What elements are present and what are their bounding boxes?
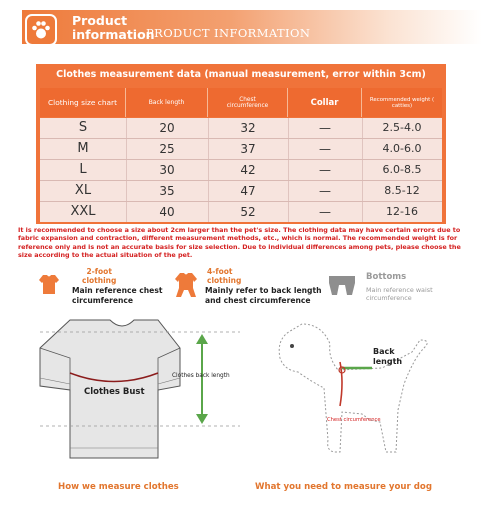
two-foot-shirt-icon [38, 273, 60, 295]
size-cell: S [78, 120, 88, 135]
four-foot-description [205, 286, 322, 306]
title-line-1: Product [72, 13, 128, 28]
four-foot-suit-icon [172, 270, 200, 298]
size-cell: XL [74, 183, 92, 198]
caption-measure-dog: What you need to measure your dog [255, 482, 432, 492]
table-row [40, 118, 442, 139]
weight-cell: 2.5-4.0 [382, 121, 422, 134]
weight-cell: 6.0-8.5 [382, 163, 422, 176]
two-foot-desc-b: circumference [72, 296, 134, 305]
dog-back-length-label [373, 347, 402, 366]
size-cell: L [79, 162, 87, 177]
table-row [40, 139, 442, 160]
table-row [40, 202, 442, 222]
back-cell: 20 [159, 121, 175, 135]
back-cell: 40 [159, 205, 175, 219]
bottoms-description [366, 286, 433, 302]
collar-cell: — [319, 205, 331, 219]
collar-cell: — [319, 184, 331, 198]
two-foot-label-b: clothing [82, 275, 117, 285]
chest-cell: 52 [240, 205, 256, 219]
bottoms-label: Bottoms [366, 272, 407, 282]
table-header-row [40, 88, 442, 117]
weight-cell: 4.0-6.0 [382, 142, 422, 155]
paw-icon [25, 14, 57, 46]
dog-back-label-b: length [373, 356, 403, 366]
weight-cell: 12-16 [386, 205, 418, 218]
clothes-back-length-label: Clothes back length [172, 373, 230, 379]
collar-cell: — [319, 142, 331, 156]
chest-cell: 47 [240, 184, 256, 198]
back-cell: 35 [159, 184, 175, 198]
back-cell: 30 [159, 163, 175, 177]
four-foot-desc-a: Mainly refer to back length [205, 286, 322, 295]
four-foot-label-a: 4-foot [207, 267, 233, 276]
two-foot-description [72, 286, 163, 306]
two-foot-label [82, 268, 116, 285]
four-foot-label-b: clothing [207, 275, 242, 285]
clothes-bust-label: Clothes Bust [84, 387, 145, 397]
dog-back-label-a: Back [373, 347, 395, 356]
title-line-2: information [72, 27, 155, 42]
four-foot-desc-b: and chest circumference [205, 296, 311, 305]
page-subtitle: PRODUCT INFORMATION [146, 26, 311, 40]
table-title: Clothes measurement data (manual measurement, error within 3cm) [56, 69, 426, 80]
column-header-back: Back length [126, 88, 208, 117]
bottoms-desc-a: Main reference waist [366, 286, 433, 294]
table-row [40, 181, 442, 202]
collar-cell: — [319, 121, 331, 135]
chest-cell: 37 [240, 142, 256, 156]
back-cell: 25 [159, 142, 175, 156]
dog-measure-illustration [262, 310, 462, 468]
chest-cell: 42 [240, 163, 256, 177]
two-foot-desc-a: Main reference chest [72, 286, 163, 295]
column-header-weight: Recommended weight ( catties) [369, 96, 435, 109]
bottoms-icon [326, 273, 358, 297]
page-title [72, 14, 155, 42]
size-cell: XXL [70, 204, 96, 219]
collar-cell: — [319, 163, 331, 177]
column-header-collar: Collar [288, 88, 362, 117]
two-foot-label-a: 2-foot [86, 267, 112, 276]
column-header-chest: Chest circumference [208, 88, 288, 117]
size-advice-note: It is recommended to choose a size about 2cm larger than the pet's size. The clothing data may have certain errors due to fabric expansion and contraction, different measurement methods, etc., which is normal. The recommended weight is for reference only and is not an accurate basis for size selection. Due to individual differences among pets, please choose the size according to the actual situation of the pet. [18, 226, 461, 260]
chest-cell: 32 [240, 121, 256, 135]
size-cell: M [77, 141, 89, 156]
size-table [36, 64, 446, 224]
four-foot-label [207, 268, 241, 285]
dog-chest-label: Chest circumference [327, 417, 381, 423]
bottoms-desc-b: circumference [366, 294, 412, 302]
table-body [40, 118, 442, 222]
table-row [40, 160, 442, 181]
caption-measure-clothes: How we measure clothes [58, 482, 179, 492]
column-header-size: Clothing size chart [40, 88, 126, 117]
weight-cell: 8.5-12 [384, 184, 420, 197]
